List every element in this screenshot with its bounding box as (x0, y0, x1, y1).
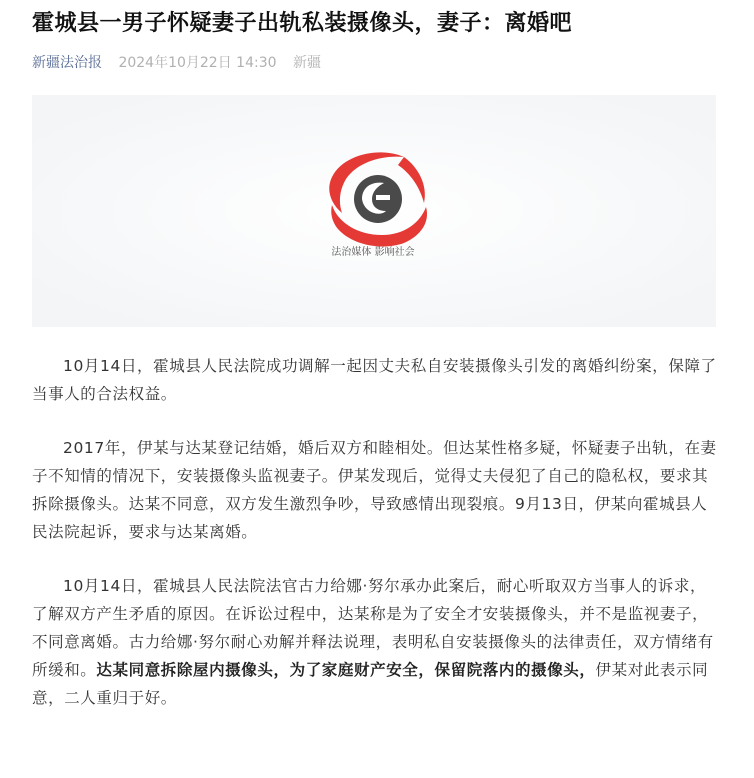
article-banner-image (32, 95, 716, 327)
article-title: 霍城县一男子怀疑妻子出轨私装摄像头，妻子：离婚吧 (32, 11, 573, 36)
article-body (32, 352, 718, 712)
article-paragraph-2: 2017年，伊某与达某登记结婚，婚后双方和睦相处。但达某性格多疑，怀疑妻子出轨，在妻子不知情的情况下，安装摄像头监视妻子。伊某发现后，觉得丈夫侵犯了自己的隐私权，要求其拆除摄像头。达某不同意，双方发生激烈争吵，导致感情出现裂痕。9月13日，伊某向霍城县人民法院起诉，要求与达某离婚。 (32, 439, 717, 541)
article-date: 2024年10月22日 14:30 (118, 55, 277, 71)
legal-daily-logo-icon (32, 95, 716, 327)
banner-slogan: 法治媒体 影响社会 (331, 247, 415, 258)
paragraph-3-tail-text: 伊某对此表示同意，二人重归于好。 (32, 661, 709, 707)
article-meta (32, 53, 730, 73)
paragraph-3-bold-text: 达某同意拆除屋内摄像头，为了家庭财产安全，保留院落内的摄像头， (96, 661, 596, 679)
paragraph-3-text: 10月14日，霍城县人民法院法官古力给娜·努尔承办此案后，耐心听取双方当事人的诉求，了解双方产生矛盾的原因。在诉讼过程中，达某称是为了安全才安装摄像头，并不是监视妻子，不同意离婚。古力给娜·努尔耐心劝解并释法说理，表明私自安装摄像头的法律责任，双方情绪有所缓和。 (32, 577, 714, 679)
article-paragraph-3 (32, 572, 718, 712)
article-source-link[interactable]: 新疆法治报 (32, 55, 102, 71)
article-region: 新疆 (292, 55, 321, 71)
article-paragraph-1: 10月14日，霍城县人民法院成功调解一起因丈夫私自安装摄像头引发的离婚纠纷案，保障了当事人的合法权益。 (32, 357, 717, 403)
